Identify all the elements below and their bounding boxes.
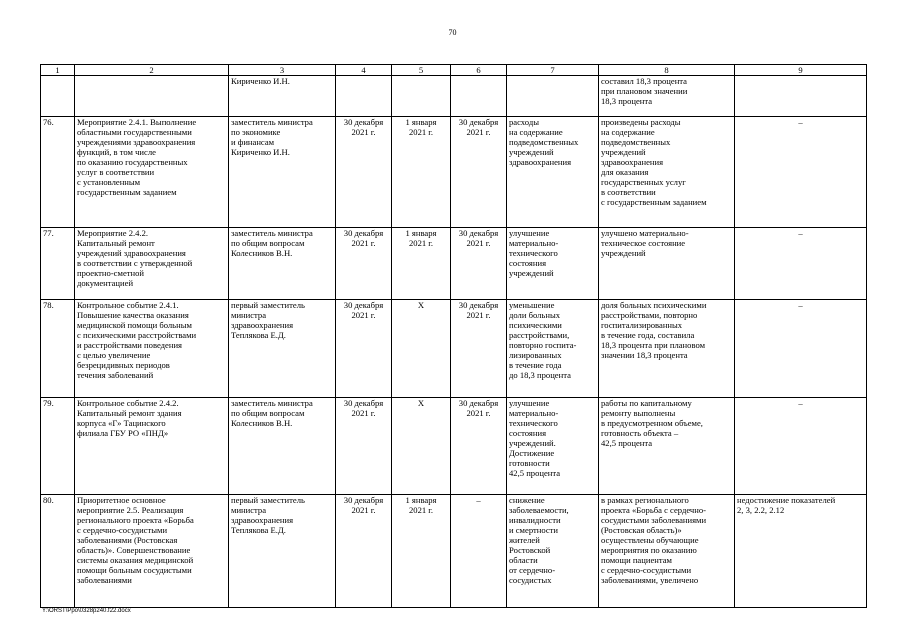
cell-empty: [336, 76, 392, 117]
end-date-cell: –: [451, 495, 507, 608]
expected-result-cell: расходы на содержание подведомственных учреждений здравоохранения: [507, 117, 599, 228]
page-number: 70: [448, 28, 457, 37]
problems-cell: –: [735, 398, 867, 495]
responsible-cell: заместитель министра по экономике и финансам Кириченко И.Н.: [229, 117, 336, 228]
expected-result-cell: уменьшение доли больных психическими расстройствами, повторно госпита- лизированных в течение года до 18,3 процента: [507, 300, 599, 398]
table-row: [41, 117, 867, 228]
deadline-cell: 30 декабря 2021 г.: [336, 398, 392, 495]
event-cell: Контрольное событие 2.4.1. Повышение качества оказания медицинской помощи больным с психическими расстройствами и расстройствами поведения с целью увеличение безрецидивных периодов течения заболеваний: [75, 300, 229, 398]
responsible-cell: заместитель министра по общим вопросам Колесников В.Н.: [229, 228, 336, 300]
deadline-cell: 30 декабря 2021 г.: [336, 117, 392, 228]
row-number-cell: 80.: [41, 495, 75, 608]
problems-cell: –: [735, 228, 867, 300]
row-number-cell: 79.: [41, 398, 75, 495]
problems-cell: –: [735, 117, 867, 228]
end-date-cell: 30 декабря 2021 г.: [451, 228, 507, 300]
cell-empty: [392, 76, 451, 117]
column-number: 3: [229, 65, 336, 76]
expected-result-cell: улучшение материально- технического состояния учреждений: [507, 228, 599, 300]
row-number-cell: 76.: [41, 117, 75, 228]
start-date-cell: Х: [392, 300, 451, 398]
actual-result-cell: работы по капитальному ремонту выполнены в предусмотренном объеме, готовность объекта – 42,5 процента: [599, 398, 735, 495]
column-number: 8: [599, 65, 735, 76]
actual-result-cell: произведены расходы на содержание подведомственных учреждений здравоохранения для оказания государственных услуг в соответствии с государственным заданием: [599, 117, 735, 228]
event-cell: Контрольное событие 2.4.2. Капитальный ремонт здания корпуса «Г» Тацинского филиала ГБУ РО «ПНД»: [75, 398, 229, 495]
cell-empty: [75, 76, 229, 117]
cell-empty: [451, 76, 507, 117]
column-number: 7: [507, 65, 599, 76]
column-number: 4: [336, 65, 392, 76]
end-date-cell: 30 декабря 2021 г.: [451, 300, 507, 398]
problems-cell: недостижение показателей 2, 3, 2.2, 2.12: [735, 495, 867, 608]
column-number: 1: [41, 65, 75, 76]
continuation-row: [41, 76, 867, 117]
table-row: [41, 300, 867, 398]
start-date-cell: 1 января 2021 г.: [392, 117, 451, 228]
responsible-cell: заместитель министра по общим вопросам Колесников В.Н.: [229, 398, 336, 495]
deadline-cell: 30 декабря 2021 г.: [336, 300, 392, 398]
cell-empty: [507, 76, 599, 117]
responsible-cell: Кириченко И.Н.: [229, 76, 336, 117]
column-number: 6: [451, 65, 507, 76]
start-date-cell: Х: [392, 398, 451, 495]
responsible-cell: первый заместитель министра здравоохранения Теплякова Е.Д.: [229, 300, 336, 398]
event-cell: Мероприятие 2.4.1. Выполнение областными государственными учреждениями здравоохранения функций, в том числе по оказанию государственных услуг в соответствии с установленным государственным заданием: [75, 117, 229, 228]
actual-result-cell: улучшено материально- техническое состояние учреждений: [599, 228, 735, 300]
end-date-cell: 30 декабря 2021 г.: [451, 117, 507, 228]
file-path-footer: Y:\ORST\Ppo\0328p240.f22.docx: [42, 608, 131, 614]
responsible-cell: первый заместитель министра здравоохранения Теплякова Е.Д.: [229, 495, 336, 608]
cell-empty: [41, 76, 75, 117]
actual-result-cell: доля больных психическими расстройствами, повторно госпитализированных в течение года, составила 18,3 процента при плановом значении 18,3 процента: [599, 300, 735, 398]
table-row: [41, 228, 867, 300]
problems-cell: –: [735, 300, 867, 398]
column-number: 2: [75, 65, 229, 76]
actual-result-cell: в рамках регионального проекта «Борьба с сердечно- сосудистыми заболеваниями (Ростовская область)» осуществлены обучающие мероприятия по оказанию помощи пациентам с сердечно-сосудистыми заболеваниями, увеличено: [599, 495, 735, 608]
report-table: [40, 64, 867, 608]
actual-result-cell: составил 18,3 процента при плановом значении 18,3 процента: [599, 76, 735, 117]
column-number: 5: [392, 65, 451, 76]
start-date-cell: 1 января 2021 г.: [392, 495, 451, 608]
expected-result-cell: улучшение материально- технического состояния учреждений. Достижение готовности 42,5 процента: [507, 398, 599, 495]
event-cell: Мероприятие 2.4.2. Капитальный ремонт учреждений здравоохранения в соответствии с утвержденной проектно-сметной документацией: [75, 228, 229, 300]
cell-empty: [735, 76, 867, 117]
table-row: [41, 398, 867, 495]
end-date-cell: 30 декабря 2021 г.: [451, 398, 507, 495]
column-number-row: [41, 65, 867, 76]
event-cell: Приоритетное основное мероприятие 2.5. Реализация регионального проекта «Борьба с сердечно-сосудистыми заболеваниями (Ростовская область)». Совершенствование системы оказания медицинской помощи больным сосудистыми заболеваниями: [75, 495, 229, 608]
row-number-cell: 77.: [41, 228, 75, 300]
deadline-cell: 30 декабря 2021 г.: [336, 228, 392, 300]
row-number-cell: 78.: [41, 300, 75, 398]
table-row: [41, 495, 867, 608]
deadline-cell: 30 декабря 2021 г.: [336, 495, 392, 608]
start-date-cell: 1 января 2021 г.: [392, 228, 451, 300]
column-number: 9: [735, 65, 867, 76]
expected-result-cell: снижение заболеваемости, инвалидности и смертности жителей Ростовской области от сердечно- сосудистых: [507, 495, 599, 608]
